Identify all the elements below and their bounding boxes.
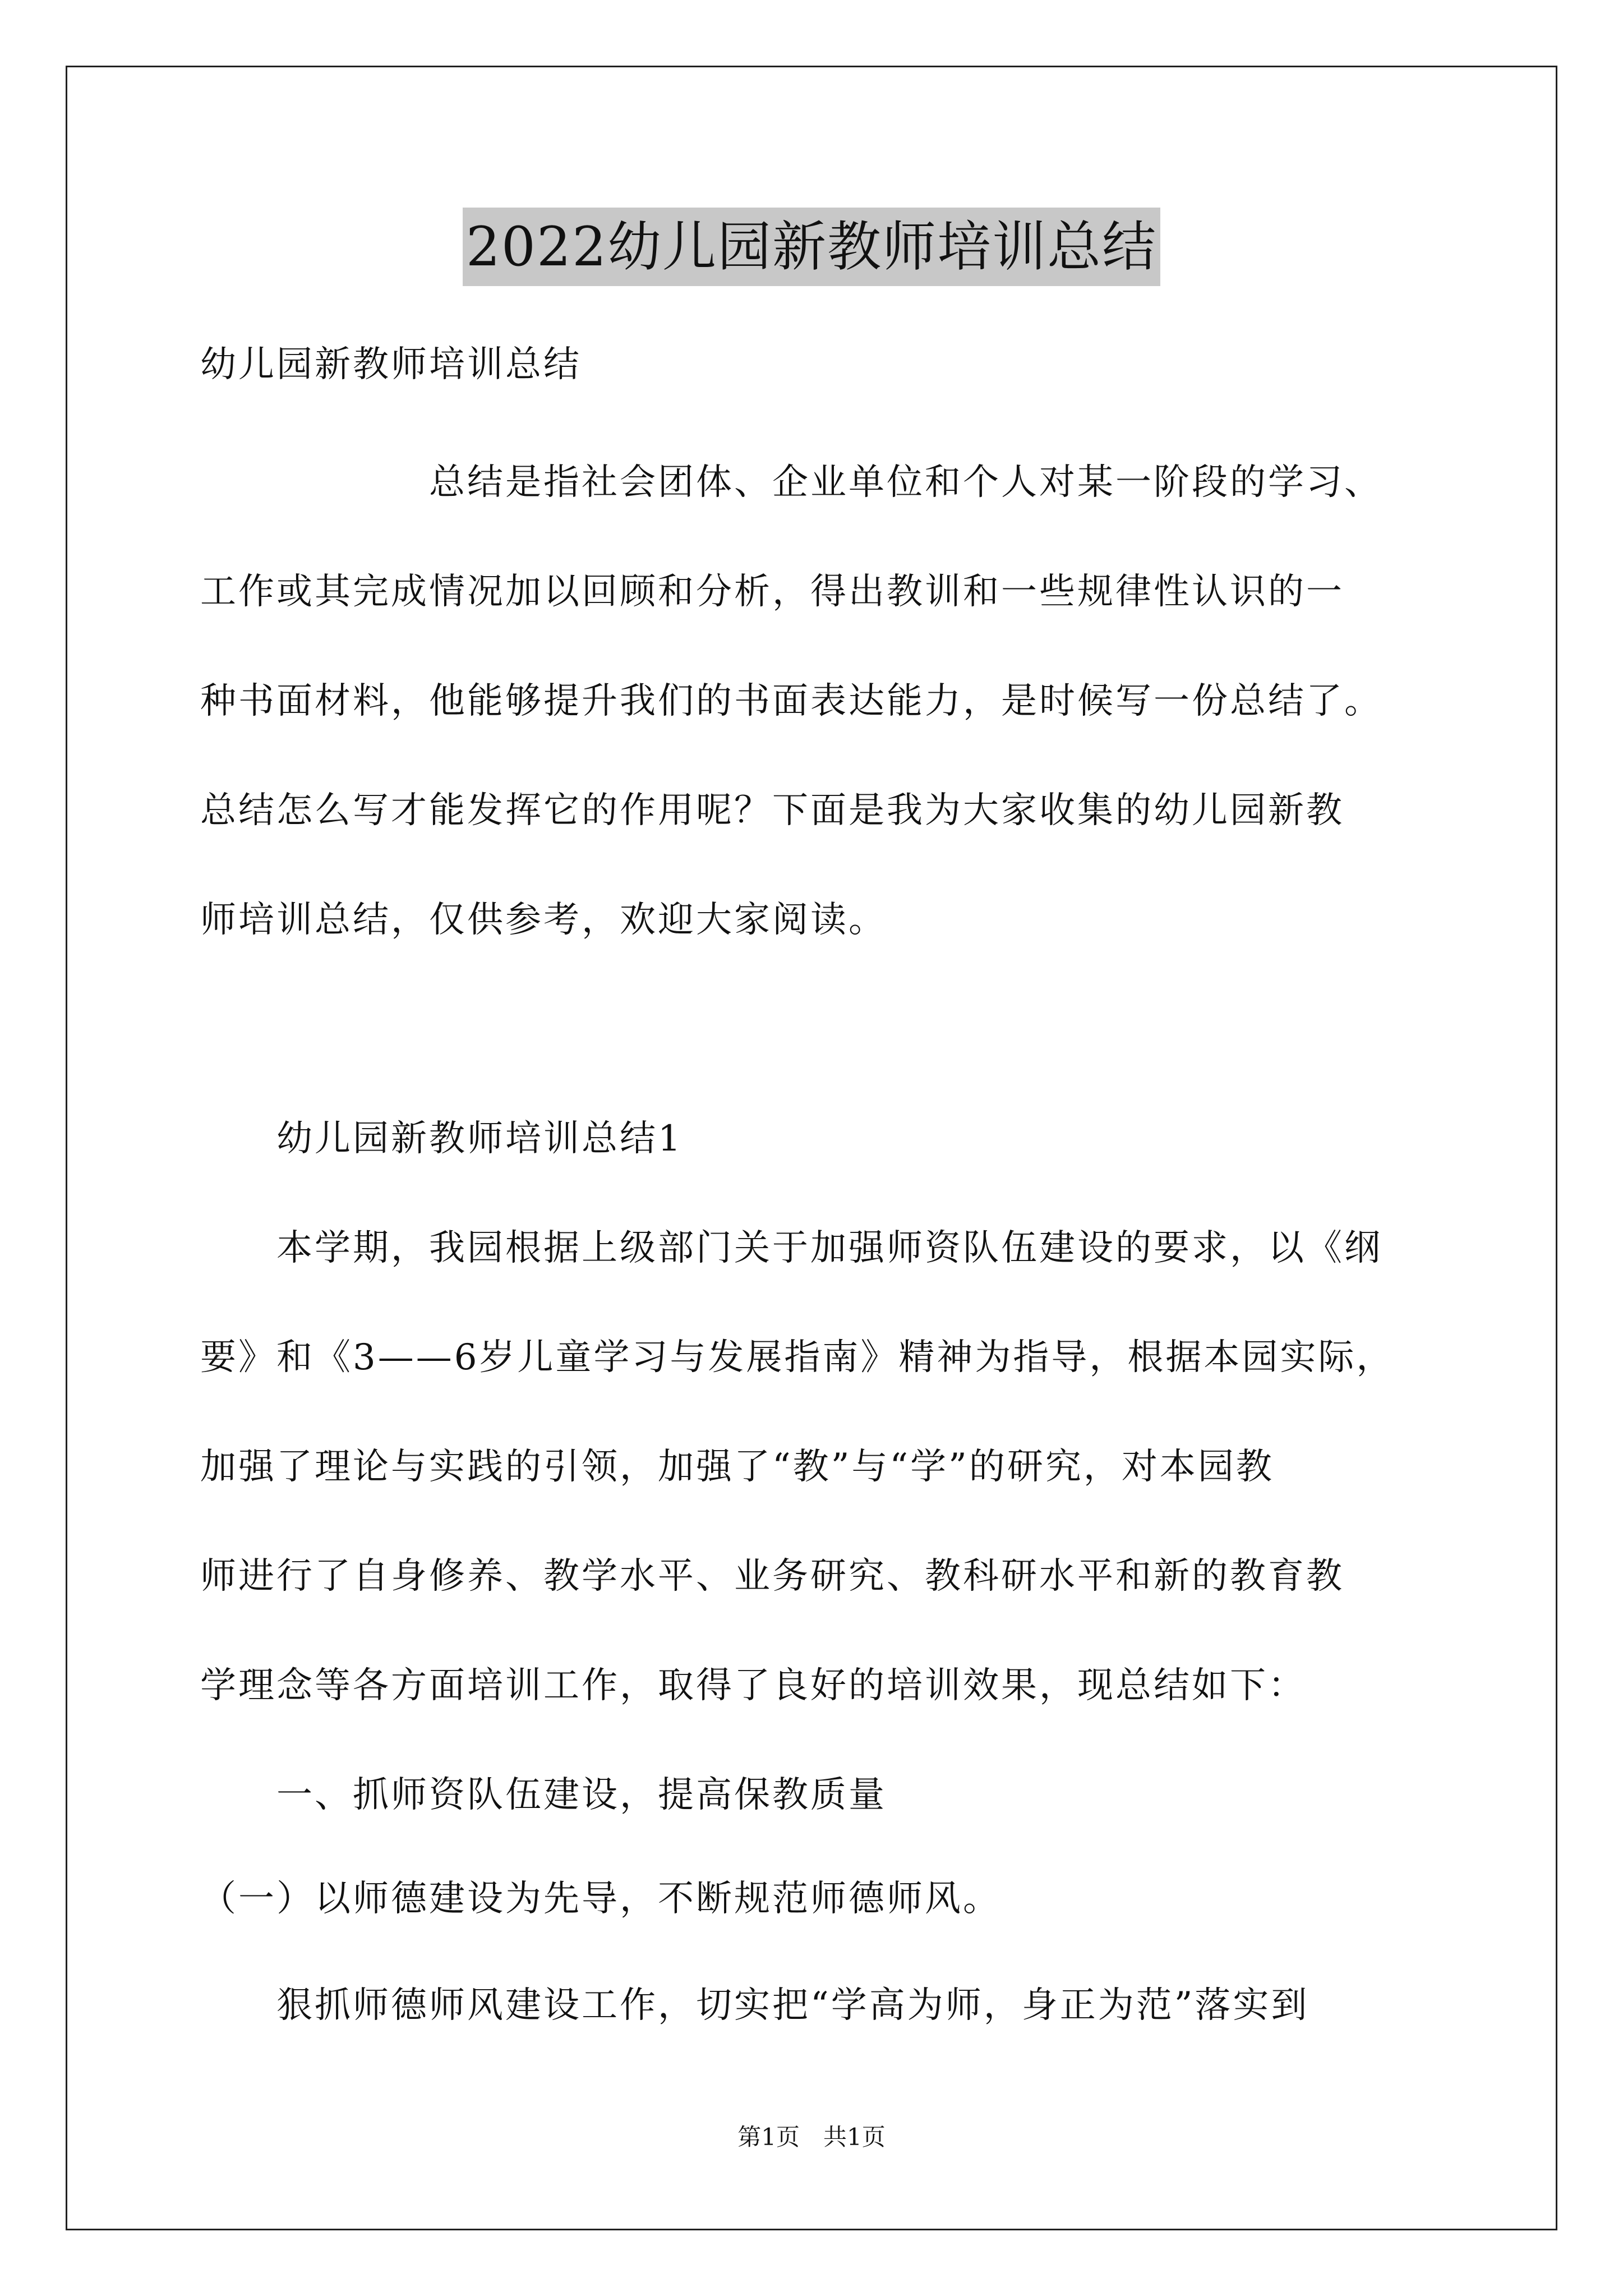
document-title: 2022幼儿园新教师培训总结	[463, 208, 1160, 286]
paragraph-line: 狠抓师德师风建设工作，切实把“学高为师，身正为范”落实到	[200, 1985, 1310, 2026]
paragraph-line: 总结怎么写才能发挥它的作用呢？下面是我为大家收集的幼儿园新教	[200, 790, 1344, 831]
section-heading: 幼儿园新教师培训总结1	[200, 1118, 683, 1159]
paragraph-line: 师培训总结，仅供参考，欢迎大家阅读。	[200, 899, 887, 941]
page-footer: 第1页 共1页	[737, 2123, 886, 2151]
paragraph-line: 总结是指社会团体、企业单位和个人对某一阶段的学习、	[200, 462, 1382, 503]
paragraph-line: 种书面材料，他能够提升我们的书面表达能力，是时候写一份总结了。	[200, 680, 1382, 722]
title-container	[0, 208, 1623, 286]
paragraph-line: 要》和《3——6岁儿童学习与发展指南》精神为指导，根据本园实际，	[200, 1337, 1395, 1378]
subheading-line: 一、抓师资队伍建设，提高保教质量	[200, 1774, 887, 1816]
paragraph-line: 师进行了自身修养、教学水平、业务研究、教科研水平和新的教育教	[200, 1556, 1344, 1597]
paragraph-line: 学理念等各方面培训工作，取得了良好的培训效果，现总结如下：	[200, 1665, 1306, 1706]
paragraph-line: 工作或其完成情况加以回顾和分析，得出教训和一些规律性认识的一	[200, 571, 1344, 613]
paragraph-line: 本学期，我园根据上级部门关于加强师资队伍建设的要求，以《纲	[200, 1227, 1382, 1269]
subtitle-line: 幼儿园新教师培训总结	[200, 344, 582, 385]
subheading-line: （一）以师德建设为先导，不断规范师德师风。	[200, 1878, 1001, 1920]
paragraph-line: 加强了理论与实践的引领，加强了“教”与“学”的研究，对本园教	[200, 1446, 1274, 1488]
